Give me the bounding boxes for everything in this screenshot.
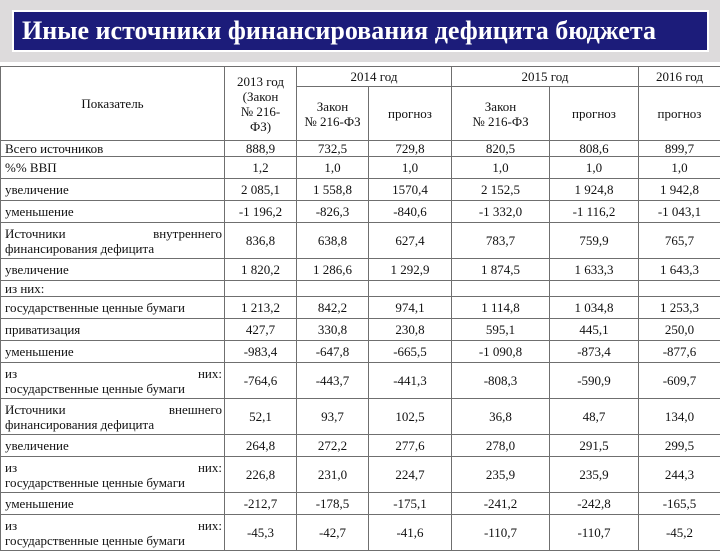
value-cell: 230,8	[369, 319, 452, 341]
value-cell: 250,0	[639, 319, 720, 341]
header-2013	[225, 67, 297, 141]
value-cell: -178,5	[297, 493, 369, 515]
row-label: уменьшение	[1, 493, 225, 515]
header-2013-line: № 216-	[227, 104, 294, 119]
value-cell: 1 874,5	[452, 259, 550, 281]
value-cell: -1 090,8	[452, 341, 550, 363]
table-row	[1, 399, 720, 435]
value-cell: -45,2	[639, 515, 720, 551]
value-cell: 1 253,3	[639, 297, 720, 319]
value-cell: 836,8	[225, 223, 297, 259]
value-cell	[452, 281, 550, 297]
value-cell: 235,9	[550, 457, 639, 493]
table-row	[1, 457, 720, 493]
value-cell: -45,3	[225, 515, 297, 551]
row-label: %% ВВП	[1, 157, 225, 179]
value-cell: 1,0	[297, 157, 369, 179]
row-label	[1, 363, 225, 399]
value-cell: 842,2	[297, 297, 369, 319]
value-cell: 759,9	[550, 223, 639, 259]
value-cell: -1 196,2	[225, 201, 297, 223]
value-cell: -241,2	[452, 493, 550, 515]
value-cell: 1,0	[369, 157, 452, 179]
value-cell: -212,7	[225, 493, 297, 515]
header-2013-line: 2013 год	[227, 74, 294, 89]
value-cell: 244,3	[639, 457, 720, 493]
row-label-line: Источники внешнего	[5, 402, 222, 417]
value-cell: -609,7	[639, 363, 720, 399]
financing-table	[0, 66, 720, 551]
value-cell	[297, 281, 369, 297]
header-2014: 2014 год	[297, 67, 452, 87]
row-label-line: Источники внутреннего	[5, 226, 222, 241]
value-cell: 595,1	[452, 319, 550, 341]
value-cell: 1 820,2	[225, 259, 297, 281]
value-cell: -1 116,2	[550, 201, 639, 223]
value-cell: -840,6	[369, 201, 452, 223]
row-label: уменьшение	[1, 341, 225, 363]
value-cell: 1 114,8	[452, 297, 550, 319]
table-row	[1, 319, 720, 341]
row-label	[1, 399, 225, 435]
header-2015-law	[452, 87, 550, 141]
table-row	[1, 223, 720, 259]
value-cell: -443,7	[297, 363, 369, 399]
value-cell: -877,6	[639, 341, 720, 363]
row-label: увеличение	[1, 179, 225, 201]
value-cell: 48,7	[550, 399, 639, 435]
row-label: уменьшение	[1, 201, 225, 223]
table-row	[1, 493, 720, 515]
header-law-line: Закон	[299, 99, 366, 114]
value-cell: 732,5	[297, 141, 369, 157]
row-label: увеличение	[1, 259, 225, 281]
value-cell: 1 213,2	[225, 297, 297, 319]
value-cell: 278,0	[452, 435, 550, 457]
value-cell: -1 332,0	[452, 201, 550, 223]
value-cell: -826,3	[297, 201, 369, 223]
value-cell: -441,3	[369, 363, 452, 399]
value-cell: 1,0	[639, 157, 720, 179]
table-row	[1, 141, 720, 157]
header-indicator: Показатель	[1, 67, 225, 141]
header-2015-forecast: прогноз	[550, 87, 639, 141]
value-cell: 2 085,1	[225, 179, 297, 201]
value-cell: 134,0	[639, 399, 720, 435]
value-cell: 226,8	[225, 457, 297, 493]
table-row	[1, 297, 720, 319]
header-law-line: № 216-ФЗ	[454, 114, 547, 129]
slide-title: Иные источники финансирования дефицита бюджета	[14, 12, 707, 50]
value-cell: 272,2	[297, 435, 369, 457]
row-label-line: государственные ценные бумаги	[5, 475, 222, 490]
row-label-line: государственные ценные бумаги	[5, 533, 222, 548]
value-cell: 808,6	[550, 141, 639, 157]
row-label: увеличение	[1, 435, 225, 457]
row-label-line: из них:	[5, 518, 222, 533]
row-label	[1, 223, 225, 259]
value-cell: 1 292,9	[369, 259, 452, 281]
table-row	[1, 515, 720, 551]
value-cell: -1 043,1	[639, 201, 720, 223]
value-cell: 291,5	[550, 435, 639, 457]
value-cell: 1 034,8	[550, 297, 639, 319]
value-cell	[369, 281, 452, 297]
value-cell: 1 558,8	[297, 179, 369, 201]
value-cell: 1,0	[452, 157, 550, 179]
value-cell	[550, 281, 639, 297]
header-2015: 2015 год	[452, 67, 639, 87]
value-cell: 102,5	[369, 399, 452, 435]
value-cell: 264,8	[225, 435, 297, 457]
value-cell: -647,8	[297, 341, 369, 363]
value-cell: 277,6	[369, 435, 452, 457]
value-cell: 627,4	[369, 223, 452, 259]
value-cell: 765,7	[639, 223, 720, 259]
value-cell: 445,1	[550, 319, 639, 341]
value-cell: -110,7	[452, 515, 550, 551]
row-label-line: финансирования дефицита	[5, 241, 222, 256]
value-cell: 783,7	[452, 223, 550, 259]
row-label-line: из них:	[5, 460, 222, 475]
row-label: из них:	[1, 281, 225, 297]
header-law-line: Закон	[454, 99, 547, 114]
row-label: приватизация	[1, 319, 225, 341]
value-cell: 427,7	[225, 319, 297, 341]
row-label-line: финансирования дефицита	[5, 417, 222, 432]
value-cell: 1,0	[550, 157, 639, 179]
value-cell: -873,4	[550, 341, 639, 363]
value-cell: 820,5	[452, 141, 550, 157]
row-label: Всего источников	[1, 141, 225, 157]
value-cell: -665,5	[369, 341, 452, 363]
value-cell: -41,6	[369, 515, 452, 551]
table-row	[1, 281, 720, 297]
table-row	[1, 435, 720, 457]
value-cell: 974,1	[369, 297, 452, 319]
table-row	[1, 179, 720, 201]
value-cell: -242,8	[550, 493, 639, 515]
table-row	[1, 259, 720, 281]
value-cell	[639, 281, 720, 297]
value-cell: -165,5	[639, 493, 720, 515]
table-row	[1, 201, 720, 223]
value-cell: -42,7	[297, 515, 369, 551]
value-cell: 2 152,5	[452, 179, 550, 201]
row-label	[1, 457, 225, 493]
value-cell: 93,7	[297, 399, 369, 435]
value-cell: 231,0	[297, 457, 369, 493]
table-row	[1, 341, 720, 363]
table-row	[1, 363, 720, 399]
table-row	[1, 157, 720, 179]
value-cell: 52,1	[225, 399, 297, 435]
value-cell: 224,7	[369, 457, 452, 493]
value-cell: -110,7	[550, 515, 639, 551]
value-cell: -983,4	[225, 341, 297, 363]
header-2016-forecast: прогноз	[639, 87, 720, 141]
value-cell: 330,8	[297, 319, 369, 341]
row-label: государственные ценные бумаги	[1, 297, 225, 319]
value-cell: 888,9	[225, 141, 297, 157]
header-law-line: № 216-ФЗ	[299, 114, 366, 129]
value-cell: -590,9	[550, 363, 639, 399]
header-2013-line: (Закон	[227, 89, 294, 104]
header-2016: 2016 год	[639, 67, 720, 87]
value-cell: 1 643,3	[639, 259, 720, 281]
header-2013-line: ФЗ)	[227, 119, 294, 134]
value-cell: 299,5	[639, 435, 720, 457]
value-cell: 899,7	[639, 141, 720, 157]
value-cell: 1,2	[225, 157, 297, 179]
row-label-line: государственные ценные бумаги	[5, 381, 222, 396]
value-cell: -808,3	[452, 363, 550, 399]
value-cell: 1 286,6	[297, 259, 369, 281]
row-label-line: из них:	[5, 366, 222, 381]
value-cell: 1 924,8	[550, 179, 639, 201]
value-cell: 235,9	[452, 457, 550, 493]
title-bar	[0, 0, 720, 62]
value-cell: 1570,4	[369, 179, 452, 201]
value-cell: -175,1	[369, 493, 452, 515]
value-cell: 1 942,8	[639, 179, 720, 201]
header-2014-forecast: прогноз	[369, 87, 452, 141]
value-cell: 638,8	[297, 223, 369, 259]
value-cell: -764,6	[225, 363, 297, 399]
header-2014-law	[297, 87, 369, 141]
title-box	[12, 10, 709, 52]
value-cell: 1 633,3	[550, 259, 639, 281]
value-cell	[225, 281, 297, 297]
value-cell: 36,8	[452, 399, 550, 435]
value-cell: 729,8	[369, 141, 452, 157]
row-label	[1, 515, 225, 551]
